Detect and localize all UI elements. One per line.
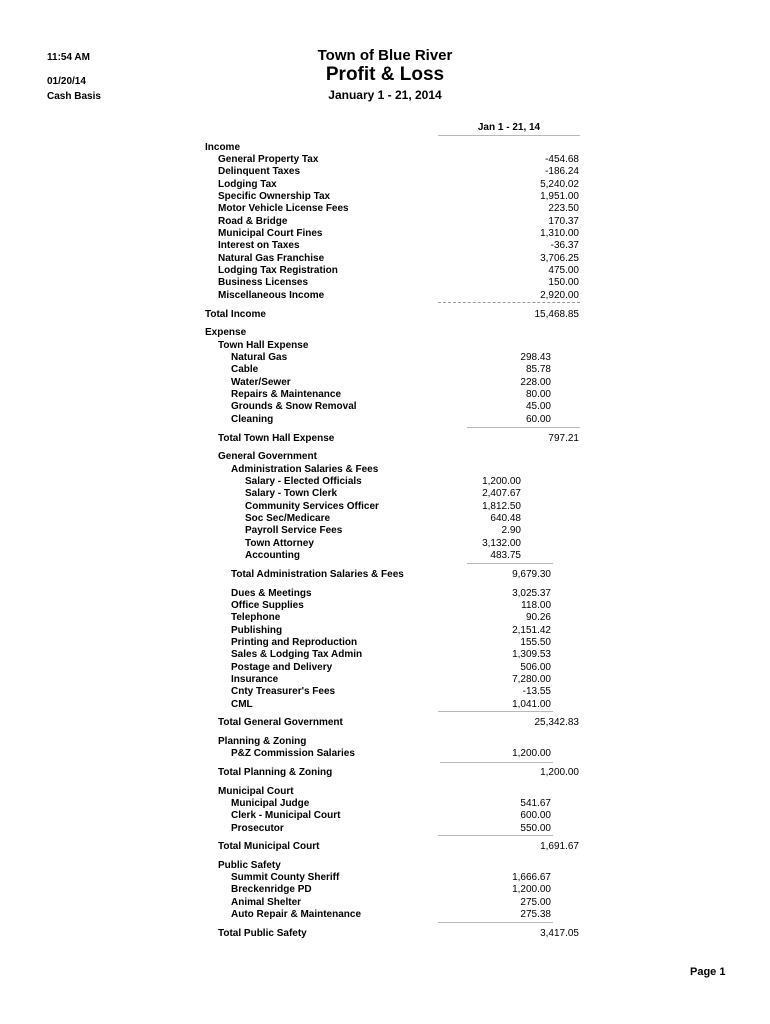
row-label: Grounds & Snow Removal: [231, 401, 357, 412]
report-row: [0, 476, 770, 488]
row-label: Clerk - Municipal Court: [231, 810, 341, 821]
row-value: -36.37: [550, 240, 579, 251]
report-row: [0, 352, 770, 364]
report-row: [0, 401, 770, 413]
row-value: 506.00: [520, 662, 551, 673]
report-row: [0, 897, 770, 909]
report-row: [0, 637, 770, 649]
row-value: 170.37: [548, 216, 579, 227]
row-label: Soc Sec/Medicare: [245, 513, 331, 524]
row-value: 9,679.30: [512, 569, 551, 580]
report-row: [0, 699, 770, 711]
report-row: [0, 662, 770, 674]
row-label: Delinquent Taxes: [218, 166, 301, 177]
report-row: [0, 841, 770, 853]
row-label: Road & Bridge: [218, 216, 288, 227]
organization-name: Town of Blue River: [317, 47, 453, 64]
row-label: Business Licenses: [218, 277, 309, 288]
subtotal-rule: [440, 762, 553, 763]
row-label: Animal Shelter: [231, 897, 302, 908]
report-row: [0, 717, 770, 729]
row-label: Total Public Safety: [218, 928, 307, 939]
row-label: Community Services Officer: [245, 501, 379, 512]
report-row: [0, 433, 770, 445]
report-row: [0, 612, 770, 624]
row-label: Water/Sewer: [231, 377, 291, 388]
report-row: [0, 649, 770, 661]
report-row: [0, 191, 770, 203]
row-label: Auto Repair & Maintenance: [231, 909, 362, 920]
row-label: Summit County Sheriff: [231, 872, 340, 883]
report-row: [0, 414, 770, 426]
row-label: Postage and Delivery: [231, 662, 333, 673]
row-label: Insurance: [231, 674, 279, 685]
report-row: [0, 569, 770, 581]
row-value: 1,691.67: [540, 841, 579, 852]
report-row: [0, 340, 770, 352]
row-label: Total Income: [205, 309, 266, 320]
row-value: 475.00: [548, 265, 579, 276]
row-label: Breckenridge PD: [231, 884, 312, 895]
report-row: [0, 909, 770, 921]
report-time: 11:54 AM: [47, 52, 90, 63]
row-value: 298.43: [520, 352, 551, 363]
row-value: 2,151.42: [512, 625, 551, 636]
row-label: General Government: [218, 451, 317, 462]
report-row: [0, 216, 770, 228]
report-row: [0, 860, 770, 872]
row-value: 1,041.00: [512, 699, 551, 710]
row-value: 3,706.25: [540, 253, 579, 264]
row-label: Repairs & Maintenance: [231, 389, 342, 400]
row-label: Payroll Service Fees: [245, 525, 343, 536]
row-label: Specific Ownership Tax: [218, 191, 331, 202]
report-row: [0, 290, 770, 302]
report-row: [0, 810, 770, 822]
report-title: Profit & Loss: [325, 64, 445, 85]
row-value: 15,468.85: [534, 309, 579, 320]
row-value: 85.78: [525, 364, 551, 375]
row-value: 1,200.00: [540, 767, 579, 778]
row-label: Cleaning: [231, 414, 274, 425]
row-value: 483.75: [490, 550, 521, 561]
page-number: Page 1: [690, 966, 726, 978]
row-value: -186.24: [545, 166, 579, 177]
row-value: 1,309.53: [512, 649, 551, 660]
report-row: [0, 364, 770, 376]
report-row: [0, 179, 770, 191]
row-label: Dues & Meetings: [231, 588, 312, 599]
row-label: Town Hall Expense: [218, 340, 309, 351]
report-row: [0, 277, 770, 289]
report-row: [0, 464, 770, 476]
row-value: 1,812.50: [482, 501, 521, 512]
report-date: 01/20/14: [47, 76, 86, 87]
subtotal-rule: [467, 427, 580, 428]
row-label: Cable: [231, 364, 259, 375]
row-label: Office Supplies: [231, 600, 304, 611]
report-row: [0, 309, 770, 321]
report-basis: Cash Basis: [47, 91, 101, 102]
report-row: [0, 538, 770, 550]
report-row: [0, 588, 770, 600]
row-value: 2,407.67: [482, 488, 521, 499]
subtotal-rule: [438, 835, 553, 836]
row-label: Salary - Elected Officials: [245, 476, 362, 487]
row-label: Prosecutor: [231, 823, 284, 834]
subtotal-rule: [438, 922, 553, 923]
row-value: 3,025.37: [512, 588, 551, 599]
row-value: 1,200.00: [512, 748, 551, 759]
report-row: [0, 823, 770, 835]
row-label: Municipal Court Fines: [218, 228, 323, 239]
row-label: Municipal Court: [218, 786, 294, 797]
report-row: [0, 786, 770, 798]
row-label: Total Planning & Zoning: [218, 767, 333, 778]
row-label: Total Town Hall Expense: [218, 433, 335, 444]
row-label: Income: [205, 142, 241, 153]
subtotal-rule: [467, 563, 553, 564]
row-value: 228.00: [520, 377, 551, 388]
subtotal-rule: [438, 711, 553, 712]
row-value: 1,666.67: [512, 872, 551, 883]
row-value: 2,920.00: [540, 290, 579, 301]
row-label: Total Municipal Court: [218, 841, 320, 852]
row-label: Expense: [205, 327, 247, 338]
row-value: 275.38: [520, 909, 551, 920]
row-value: 3,132.00: [482, 538, 521, 549]
row-label: Total Administration Salaries & Fees: [231, 569, 404, 580]
row-label: Lodging Tax: [218, 179, 277, 190]
row-value: 25,342.83: [534, 717, 579, 728]
row-label: Natural Gas: [231, 352, 288, 363]
report-row: [0, 550, 770, 562]
row-label: Total General Government: [218, 717, 343, 728]
row-value: -454.68: [545, 154, 579, 165]
row-value: 5,240.02: [540, 179, 579, 190]
row-value: 150.00: [548, 277, 579, 288]
row-value: 3,417.05: [540, 928, 579, 939]
report-row: [0, 674, 770, 686]
row-label: Salary - Town Clerk: [245, 488, 338, 499]
column-header: Jan 1 - 21, 14: [477, 122, 541, 133]
report-row: [0, 253, 770, 265]
report-row: [0, 488, 770, 500]
report-row: [0, 327, 770, 339]
report-row: [0, 240, 770, 252]
report-row: [0, 154, 770, 166]
report-row: [0, 389, 770, 401]
row-value: 1,200.00: [512, 884, 551, 895]
row-label: Public Safety: [218, 860, 281, 871]
row-value: 60.00: [525, 414, 551, 425]
row-label: Administration Salaries & Fees: [231, 464, 379, 475]
row-value: 1,310.00: [540, 228, 579, 239]
report-row: [0, 748, 770, 760]
report-row: [0, 798, 770, 810]
row-label: Municipal Judge: [231, 798, 310, 809]
row-value: 640.48: [490, 513, 521, 524]
row-label: Telephone: [231, 612, 281, 623]
report-row: [0, 686, 770, 698]
report-row: [0, 625, 770, 637]
report-row: [0, 736, 770, 748]
row-value: 90.26: [525, 612, 551, 623]
row-value: 223.50: [548, 203, 579, 214]
report-row: [0, 872, 770, 884]
row-label: Accounting: [245, 550, 300, 561]
report-row: [0, 884, 770, 896]
report-row: [0, 228, 770, 240]
row-label: Natural Gas Franchise: [218, 253, 325, 264]
row-value: 45.00: [525, 401, 551, 412]
report-row: [0, 767, 770, 779]
report-row: [0, 377, 770, 389]
report-row: [0, 451, 770, 463]
row-value: 80.00: [525, 389, 551, 400]
row-value: 1,200.00: [482, 476, 521, 487]
row-label: Planning & Zoning: [218, 736, 307, 747]
row-label: Lodging Tax Registration: [218, 265, 338, 276]
report-row: [0, 513, 770, 525]
report-row: [0, 166, 770, 178]
report-row: [0, 142, 770, 154]
row-label: Interest on Taxes: [218, 240, 300, 251]
report-row: [0, 928, 770, 940]
row-label: P&Z Commission Salaries: [231, 748, 355, 759]
row-label: Publishing: [231, 625, 283, 636]
row-label: Town Attorney: [245, 538, 314, 549]
subtotal-rule: [438, 302, 580, 303]
report-row: [0, 501, 770, 513]
row-label: Motor Vehicle License Fees: [218, 203, 349, 214]
row-value: 541.67: [520, 798, 551, 809]
row-value: 155.50: [520, 637, 551, 648]
row-value: 797.21: [548, 433, 579, 444]
row-label: General Property Tax: [218, 154, 319, 165]
row-label: Sales & Lodging Tax Admin: [231, 649, 363, 660]
report-row: [0, 600, 770, 612]
row-value: 275.00: [520, 897, 551, 908]
report-period: January 1 - 21, 2014: [328, 88, 442, 102]
row-label: Miscellaneous Income: [218, 290, 325, 301]
row-value: 1,951.00: [540, 191, 579, 202]
row-value: 7,280.00: [512, 674, 551, 685]
row-value: 600.00: [520, 810, 551, 821]
row-value: -13.55: [522, 686, 551, 697]
row-label: Printing and Reproduction: [231, 637, 358, 648]
row-label: CML: [231, 699, 253, 710]
row-value: 2.90: [501, 525, 521, 536]
row-value: 118.00: [521, 600, 551, 611]
report-row: [0, 265, 770, 277]
report-row: [0, 203, 770, 215]
row-value: 550.00: [520, 823, 551, 834]
row-label: Cnty Treasurer's Fees: [231, 686, 336, 697]
report-row: [0, 525, 770, 537]
